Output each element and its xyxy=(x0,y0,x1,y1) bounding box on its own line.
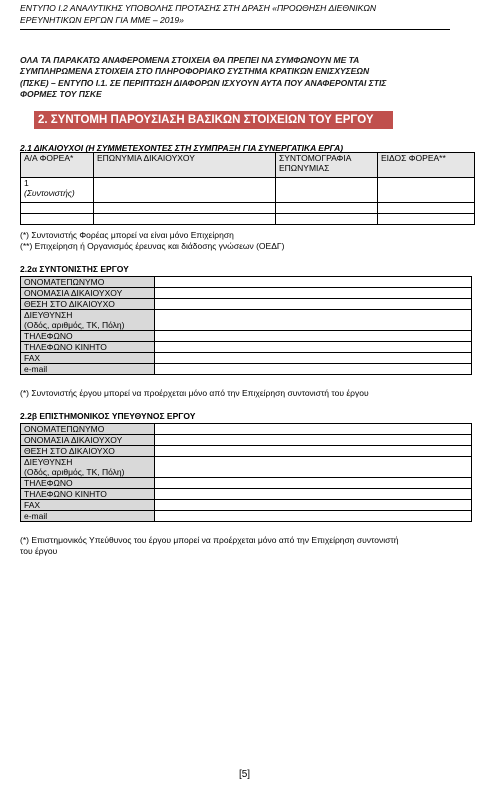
row-2-type-cell[interactable] xyxy=(378,203,475,214)
warning-line-2: ΣΥΜΠΛΗΡΩΜΕΝΑ ΣΤΟΙΧΕΙΑ ΣΤΟ ΠΛΗΡΟΦΟΡΙΑΚΟ ΣΥΣΤΗΜΑ ΚΡΑΤΙΚΩΝ ΕΝΙΣΧΥΣΕΩΝ xyxy=(20,66,370,77)
sci-address-label-line1: ΔΙΕΥΘΥΝΣΗ xyxy=(24,457,73,467)
sci-position-field[interactable] xyxy=(155,446,472,457)
coord-address-field[interactable] xyxy=(155,310,472,331)
section-title: 2. ΣΥΝΤΟΜΗ ΠΑΡΟΥΣΙΑΣΗ ΒΑΣΙΚΩΝ ΣΤΟΙΧΕΙΩΝ ΤΟΥ ΕΡΓΟΥ xyxy=(34,111,393,129)
coord-email-label: e-mail xyxy=(21,364,155,375)
coord-phone-field[interactable] xyxy=(155,331,472,342)
coord-email-field[interactable] xyxy=(155,364,472,375)
sci-email-field[interactable] xyxy=(155,511,472,522)
coord-address-label-line2: (Οδός, αριθμός, ΤΚ, Πόλη) xyxy=(24,320,125,330)
row-3-type-cell[interactable] xyxy=(378,214,475,225)
warning-line-1: ΟΛΑ ΤΑ ΠΑΡΑΚΑΤΩ ΑΝΑΦΕΡΟΜΕΝΑ ΣΤΟΙΧΕΙΑ ΘΑ ΠΡΕΠΕΙ ΝΑ ΣΥΜΦΩΝΟΥΝ ΜΕ ΤΑ xyxy=(20,55,360,65)
coord-position-field[interactable] xyxy=(155,299,472,310)
header-cell-type: ΕΙΔΟΣ ΦΟΡΕΑ** xyxy=(378,153,475,178)
row-1-number-cell[interactable] xyxy=(21,178,94,203)
row-2-abbr-cell[interactable] xyxy=(276,203,378,214)
scientific-lead-table xyxy=(20,423,472,522)
sci-email-label: e-mail xyxy=(21,511,155,522)
subsection-2-2b-title: 2.2β ΕΠΙΣΤΗΜΟΝΙΚΟΣ ΥΠΕΥΘΥΝΟΣ ΕΡΓΟΥ xyxy=(20,411,196,421)
row-3-abbr-cell[interactable] xyxy=(276,214,378,225)
header-line-1: ΕΝΤΥΠΟ Ι.2 ΑΝΑΛΥΤΙΚΗΣ ΥΠΟΒΟΛΗΣ ΠΡΟΤΑΣΗΣ ΣΤΗ ΔΡΑΣΗ «ΠΡΟΩΘΗΣΗ ΔΙΕΘΝΙΚΩΝ xyxy=(20,3,377,13)
coordinator-table xyxy=(20,276,472,375)
coord-fax-label: FAX xyxy=(21,353,155,364)
coord-address-label xyxy=(21,310,155,331)
sci-address-label-line2: (Οδός, αριθμός, ΤΚ, Πόλη) xyxy=(24,467,125,477)
row-2-number-cell[interactable] xyxy=(21,203,94,214)
sci-fax-field[interactable] xyxy=(155,500,472,511)
coord-name-label: ΟΝΟΜΑΤΕΠΩΝΥΜΟ xyxy=(21,277,155,288)
sci-org-field[interactable] xyxy=(155,435,472,446)
row-1-coordinator-label: (Συντονιστής) xyxy=(24,188,75,198)
sci-address-field[interactable] xyxy=(155,457,472,478)
coordinator-note: (*) Συντονιστής έργου μπορεί να προέρχεται μόνο από την Επιχείρηση συντονιστή του έργου xyxy=(20,388,369,398)
warning-line-4: ΦΟΡΜΕΣ ΤΟΥ ΠΣΚΕ xyxy=(20,88,102,99)
row-1-type-cell[interactable] xyxy=(378,178,475,203)
sci-phone-label: ΤΗΛΕΦΩΝΟ xyxy=(21,478,155,489)
coord-mobile-label: ΤΗΛΕΦΩΝΟ ΚΙΝΗΤΟ xyxy=(21,342,155,353)
sci-address-label xyxy=(21,457,155,478)
beneficiaries-note-2: (**) Επιχείρηση ή Οργανισμός έρευνας και διάδοσης γνώσεων (ΟΕΔΓ) xyxy=(20,241,285,251)
sci-org-label: ΟΝΟΜΑΣΙΑ ΔΙΚΑΙΟΥΧΟΥ xyxy=(21,435,155,446)
header-cell-aa: Α/Α ΦΟΡΕΑ* xyxy=(21,153,94,178)
sci-phone-field[interactable] xyxy=(155,478,472,489)
row-3-number-cell[interactable] xyxy=(21,214,94,225)
warning-notice xyxy=(20,55,472,100)
coord-org-label: ΟΝΟΜΑΣΙΑ ΔΙΚΑΙΟΥΧΟΥ xyxy=(21,288,155,299)
sci-fax-label: FAX xyxy=(21,500,155,511)
beneficiaries-table xyxy=(20,152,475,225)
sci-position-label: ΘΕΣΗ ΣΤΟ ΔΙΚΑΙΟΥΧΟ xyxy=(21,446,155,457)
sci-name-field[interactable] xyxy=(155,424,472,435)
header-cell-abbr: ΣΥΝΤΟΜΟΓΡΑΦΙΑ ΕΠΩΝΥΜΙΑΣ xyxy=(276,153,378,178)
header-cell-name: ΕΠΩΝΥΜΙΑ ΔΙΚΑΙΟΥΧΟΥ xyxy=(94,153,276,178)
scientific-lead-note-line2: του έργου xyxy=(20,546,58,556)
beneficiaries-note-1: (*) Συντονιστής Φορέας μπορεί να είναι μόνο Επιχείρηση xyxy=(20,230,234,240)
row-1-name-cell[interactable] xyxy=(94,178,276,203)
row-3-name-cell[interactable] xyxy=(94,214,276,225)
subsection-2-1-title: 2.1 ΔΙΚΑΙΟΥΧΟΙ (Η ΣΥΜΜΕΤΕΧΟΝΤΕΣ ΣΤΗ ΣΥΜΠΡΑΞΗ ΓΙΑ ΣΥΝΕΡΓΑΤΙΚΑ ΕΡΓΑ) xyxy=(20,143,344,153)
sci-mobile-field[interactable] xyxy=(155,489,472,500)
coord-position-label: ΘΕΣΗ ΣΤΟ ΔΙΚΑΙΟΥΧΟ xyxy=(21,299,155,310)
coord-phone-label: ΤΗΛΕΦΩΝΟ xyxy=(21,331,155,342)
row-1-abbr-cell[interactable] xyxy=(276,178,378,203)
sci-mobile-label: ΤΗΛΕΦΩΝΟ ΚΙΝΗΤΟ xyxy=(21,489,155,500)
coord-name-field[interactable] xyxy=(155,277,472,288)
coord-address-label-line1: ΔΙΕΥΘΥΝΣΗ xyxy=(24,310,73,320)
row-1-number: 1 xyxy=(24,178,29,188)
coord-mobile-field[interactable] xyxy=(155,342,472,353)
document-header xyxy=(20,3,450,30)
coord-fax-field[interactable] xyxy=(155,353,472,364)
warning-line-3: (ΠΣΚΕ) – ΕΝΤΥΠΟ Ι.1. ΣΕ ΠΕΡΙΠΤΩΣΗ ΔΙΑΦΟΡΩΝ ΙΣΧΥΟΥΝ ΑΥΤΑ ΠΟΥ ΑΝΑΦΕΡΟΝΤΑΙ ΣΤΙΣ xyxy=(20,77,387,88)
header-line-2: ΕΡΕΥΝΗΤΙΚΩΝ ΕΡΓΩΝ ΓΙΑ ΜΜΕ – 2019» xyxy=(20,14,184,25)
sci-name-label: ΟΝΟΜΑΤΕΠΩΝΥΜΟ xyxy=(21,424,155,435)
scientific-lead-note-line1: (*) Επιστημονικός Υπεύθυνος του έργου μπορεί να προέρχεται μόνο από την Επιχείρηση συντονιστή xyxy=(20,535,399,545)
page-number: [5] xyxy=(238,769,251,780)
row-2-name-cell[interactable] xyxy=(94,203,276,214)
subsection-2-2a-title: 2.2α ΣΥΝΤΟΝΙΣΤΗΣ ΕΡΓΟΥ xyxy=(20,264,129,274)
coord-org-field[interactable] xyxy=(155,288,472,299)
